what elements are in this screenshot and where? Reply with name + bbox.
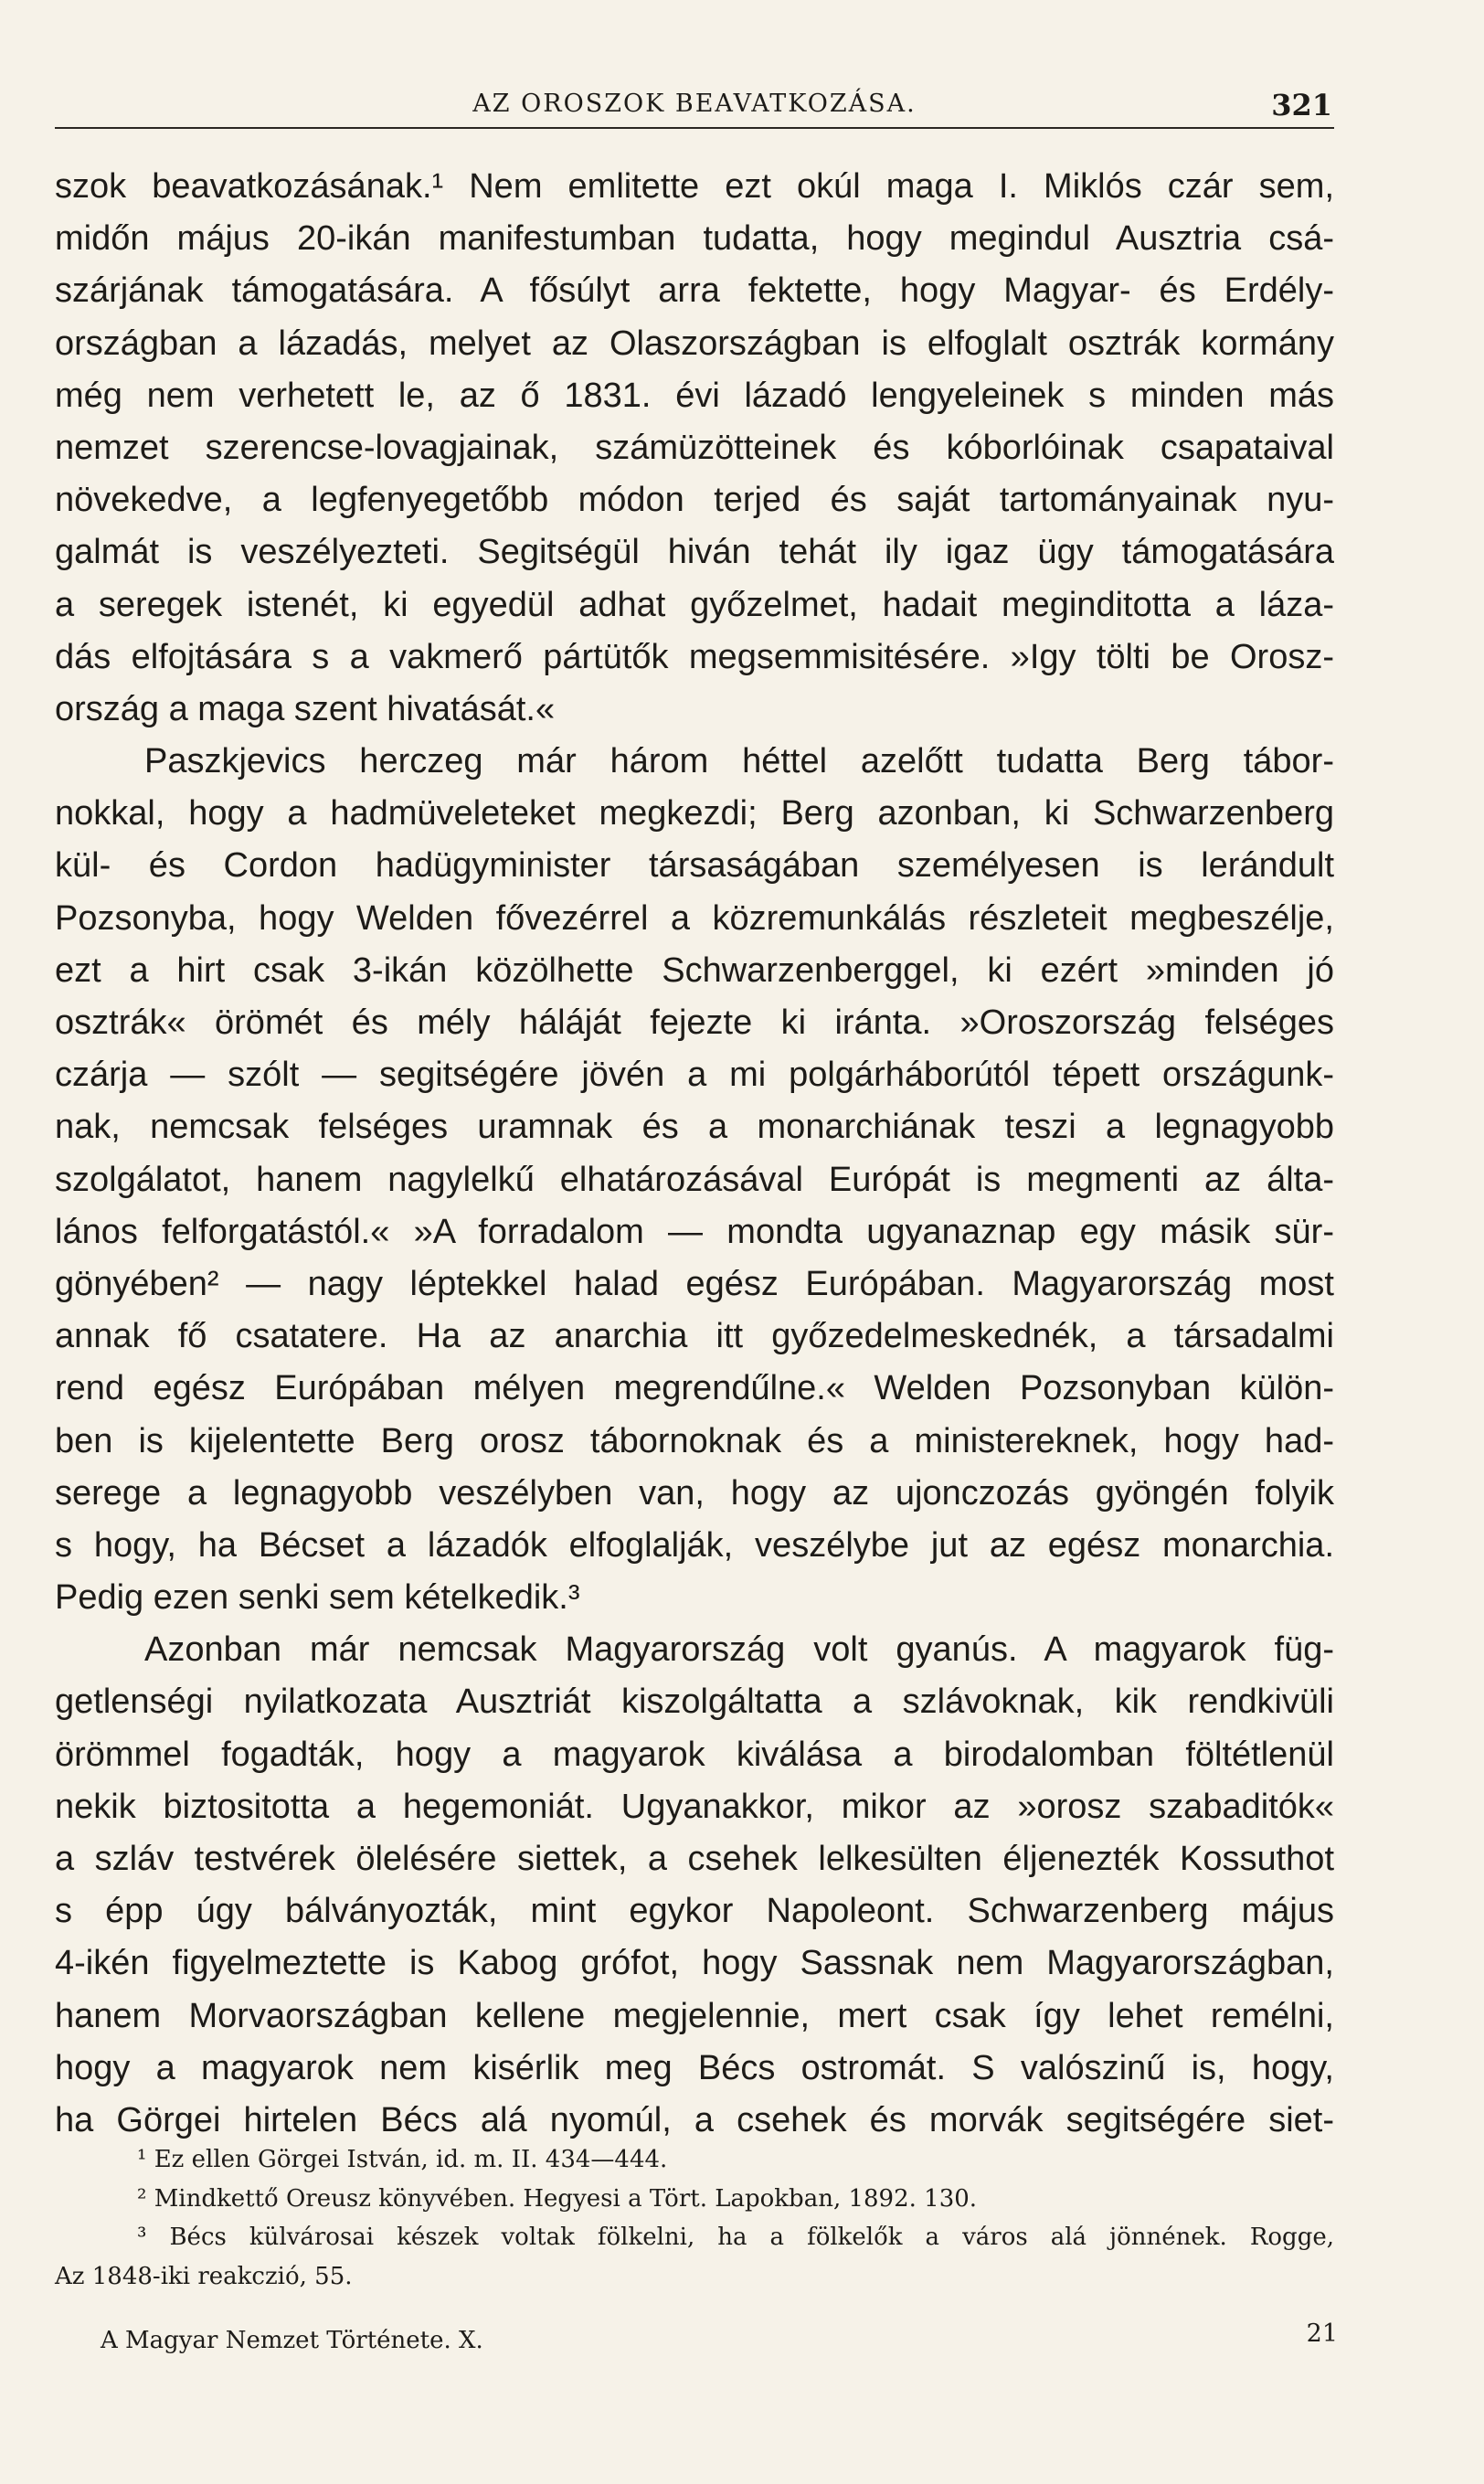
text-line: hanem Morvaországban kellene megjelennie, mert csak így lehet remélni, [55, 1996, 1334, 2035]
text-line: ha Görgei hirtelen Bécs alá nyomúl, a csehek és morvák segitségére siet- [55, 2100, 1334, 2139]
text-line: s épp úgy bálványozták, mint egykor Napoleont. Schwarzenberg május [55, 1892, 1334, 1931]
text-line: nekik biztositotta a hegemoniát. Ugyanakkor, mikor az »orosz szabaditók« [55, 1787, 1334, 1826]
running-title: AZ OROSZOK BEAVATKOZÁSA. [472, 90, 917, 118]
text-line: országban a lázadás, melyet az Olaszországban is elfoglalt osztrák kormány [55, 324, 1334, 363]
text-line: osztrák« örömét és mély háláját fejezte ki iránta. »Oroszország felséges [55, 1003, 1334, 1042]
text-line: nak, nemcsak felséges uramnak és a monarchiának teszi a legnagyobb [55, 1108, 1334, 1147]
text-line: getlenségi nyilatkozata Ausztriát kiszolgáltatta a szlávoknak, kik rendkivüli [55, 1683, 1334, 1722]
text-line: galmát is veszélyezteti. Segitségül hiván tehát ily igaz ügy támogatására [55, 533, 1334, 572]
text-line: nokkal, hogy a hadmüveleteket megkezdi; Berg azonban, ki Schwarzenberg [55, 794, 1334, 833]
text-line: lános felforgatástól.« »A forradalom — mondta ugyanaznap egy másik sür- [55, 1212, 1334, 1251]
text-line: szárjának támogatására. A fősúlyt arra fektette, hogy Magyar- és Erdély- [55, 271, 1334, 311]
text-line: örömmel fogadták, hogy a magyarok kiválása a birodalomban föltétlenül [55, 1735, 1334, 1774]
text-line: Pozsonyba, hogy Welden fővezérrel a közremunkálás részleteit megbeszélje, [55, 898, 1334, 938]
text-line: ben is kijelentette Berg orosz tábornoknak és a ministereknek, hogy had- [55, 1421, 1334, 1460]
body-text [55, 161, 1334, 2147]
text-line: nemzet szerencse-lovagjainak, számüzötteinek és kóborlóinak csapataival [55, 428, 1334, 467]
text-line: serege a legnagyobb veszélyben van, hogy az ujonczozás gyöngén folyik [55, 1473, 1334, 1513]
text-line: 4-ikén figyelmeztette is Kabog grófot, hogy Sassnak nem Magyarországban, [55, 1944, 1334, 1983]
text-line: gönyében² — nagy léptekkel halad egész Európában. Magyarország most [55, 1264, 1334, 1303]
text-line: Pedig ezen senki sem kételkedik.³ [55, 1578, 580, 1618]
text-line: Azonban már nemcsak Magyarország volt gyanús. A magyarok füg- [144, 1630, 1334, 1670]
sheet-number: 21 [1306, 2319, 1338, 2348]
signature-line: A Magyar Nemzet Története. X. [101, 2327, 483, 2354]
text-line: hogy a magyarok nem kisérlik meg Bécs ostromát. S valószinű is, hogy, [55, 2048, 1334, 2087]
text-line: s hogy, ha Bécset a lázadók elfoglalják, veszélybe jut az egész monarchia. [55, 1525, 1334, 1565]
text-line: a seregek istenét, ki egyedül adhat győzelmet, hadait meginditotta a láza- [55, 585, 1334, 624]
text-line: rend egész Európában mélyen megrendűlne.« Welden Pozsonyban külön- [55, 1369, 1334, 1408]
text-line: a szláv testvérek ölelésére siettek, a csehek lelkesülten éljenezték Kossuthot [55, 1840, 1334, 1878]
text-line: kül- és Cordon hadügyminister társaságában személyesen is lerándult [55, 846, 1334, 886]
page-number: 321 [1271, 88, 1332, 122]
text-line: növekedve, a legfenyegetőbb módon terjed és saját tartományainak nyu- [55, 481, 1334, 520]
text-line: még nem verhetett le, az ő 1831. évi lázadó lengyeleinek s minden más [55, 376, 1334, 415]
text-line: dás elfojtására s a vakmerő pártütők megsemmisitésére. »Igy tölti be Orosz- [55, 637, 1334, 676]
footnotes [55, 2140, 1334, 2296]
footnote-3-continuation: Az 1848-iki reakczió, 55. [55, 2262, 353, 2290]
header-rule [55, 127, 1334, 129]
text-line: midőn május 20-ikán manifestumban tudatta, hogy megindul Ausztria csá- [55, 219, 1334, 259]
text-line: Paszkjevics herczeg már három héttel azelőtt tudatta Berg tábor- [144, 742, 1334, 781]
text-line: ország a maga szent hivatását.« [55, 689, 556, 728]
text-line: szolgálatot, hanem nagylelkű elhatározásával Európát is megmenti az álta- [55, 1160, 1334, 1199]
footnote-2: ² Mindkettő Oreusz könyvében. Hegyesi a Tört. Lapokban, 1892. 130. [137, 2184, 978, 2213]
text-line: annak fő csatatere. Ha az anarchia itt győzedelmeskednék, a társadalmi [55, 1317, 1334, 1356]
text-line: czárja — szólt — segitségére jövén a mi polgárháborútól tépett országunk- [55, 1056, 1334, 1095]
footnote-1: ¹ Ez ellen Görgei István, id. m. II. 434—444. [137, 2146, 668, 2173]
page-header [55, 80, 1334, 126]
text-line: ezt a hirt csak 3-ikán közölhette Schwarzenberggel, ki ezért »minden jó [55, 950, 1334, 990]
text-line: szok beavatkozásának.¹ Nem emlitette ezt okúl maga I. Miklós czár sem, [55, 167, 1334, 206]
footnote-3: ³ Bécs külvárosai készek voltak fölkelni, ha a fölkelők a város alá jönnének. Rogge, [137, 2224, 1334, 2251]
